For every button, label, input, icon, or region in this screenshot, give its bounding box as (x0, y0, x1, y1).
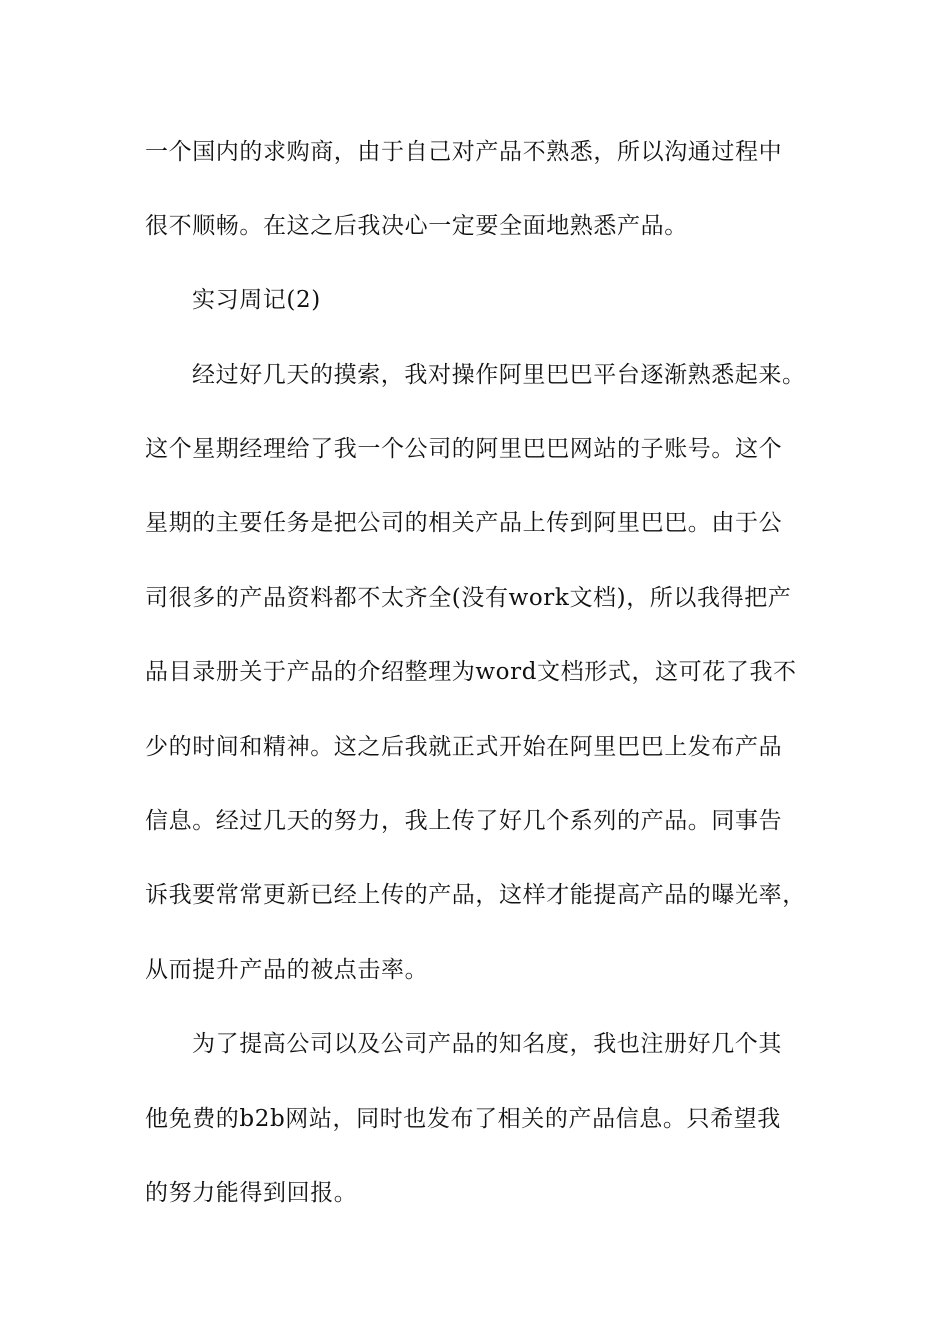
paragraph-line: 品目录册关于产品的介绍整理为word文档形式，这可花了我不 (145, 659, 797, 685)
paragraph-line: 这个星期经理给了我一个公司的阿里巴巴网站的子账号。这个 (145, 436, 783, 462)
paragraph-line: 一个国内的求购商，由于自己对产品不熟悉，所以沟通过程中 (145, 139, 783, 165)
paragraph-line: 信息。经过几天的努力，我上传了好几个系列的产品。同事告 (145, 808, 783, 834)
paragraph-line: 诉我要常常更新已经上传的产品，这样才能提高产品的曝光率， (145, 882, 806, 908)
paragraph-line: 从而提升产品的被点击率。 (145, 957, 429, 983)
paragraph-line: 少的时间和精神。这之后我就正式开始在阿里巴巴上发布产品 (145, 734, 783, 760)
paragraph-line: 他免费的b2b网站，同时也发布了相关的产品信息。只希望我 (145, 1106, 781, 1132)
section-heading: 实习周记(2) (192, 287, 321, 313)
paragraph-line: 很不顺畅。在这之后我决心一定要全面地熟悉产品。 (145, 213, 688, 239)
paragraph-line: 星期的主要任务是把公司的相关产品上传到阿里巴巴。由于公 (145, 510, 783, 536)
paragraph-line: 的努力能得到回报。 (145, 1180, 358, 1206)
paragraph-line: 经过好几天的摸索，我对操作阿里巴巴平台逐渐熟悉起来。 (192, 362, 806, 388)
paragraph-line: 司很多的产品资料都不太齐全(没有work文档)，所以我得把产 (145, 585, 792, 611)
paragraph-line: 为了提高公司以及公司产品的知名度，我也注册好几个其 (192, 1031, 782, 1057)
